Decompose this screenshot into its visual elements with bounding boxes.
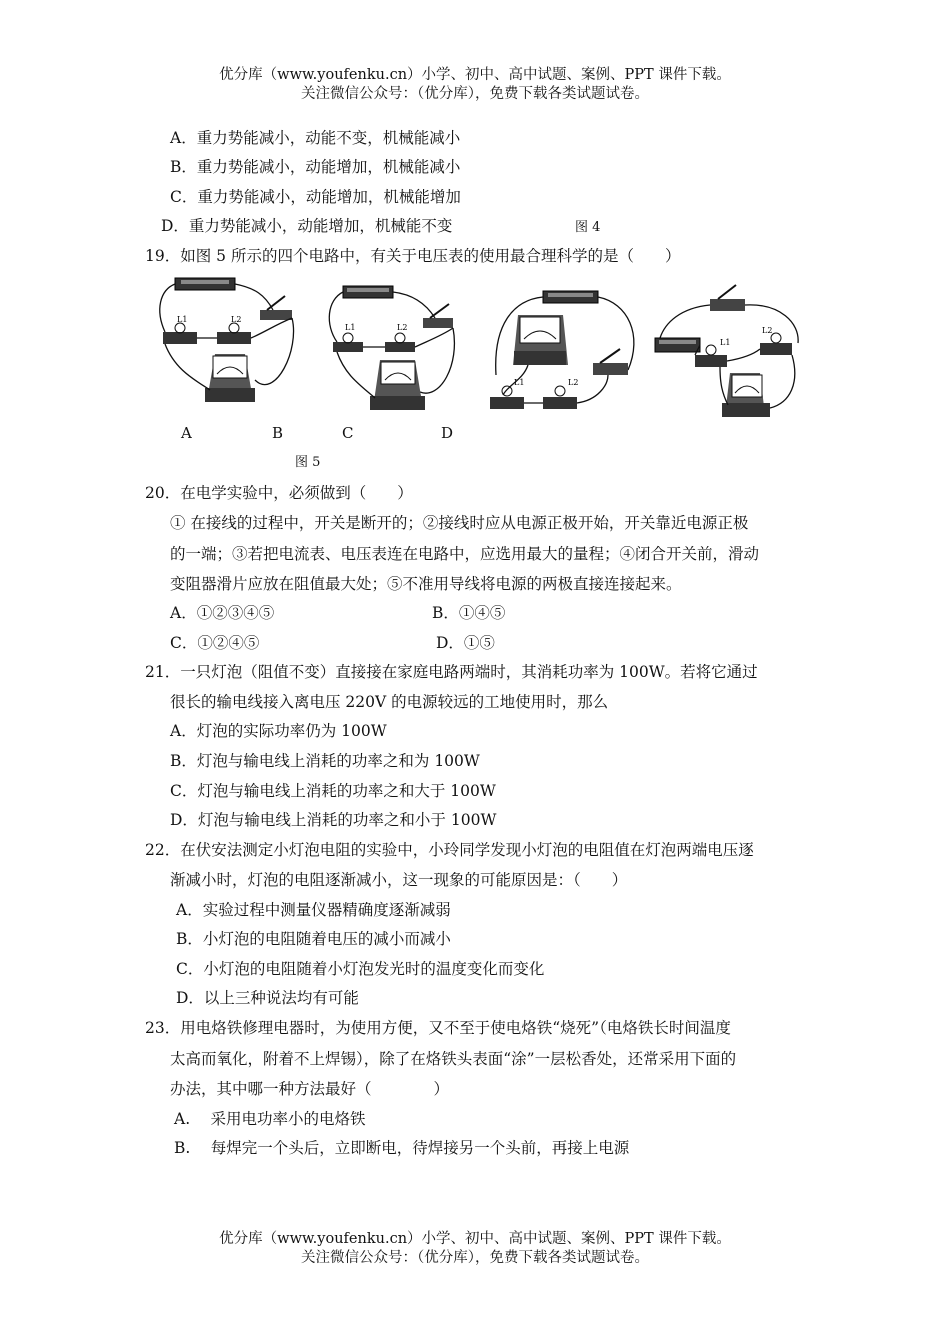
circuit-a-figure [155,270,305,420]
q21-stem-line1: 21．一只灯泡（阻值不变）直接接在家庭电路两端时，其消耗功率为 100W。若将它通过 [145,663,758,681]
q20-option-c: C．①②④⑤ [170,634,260,652]
q20-body-line1: ① 在接线的过程中，开关是断开的；②接线时应从电源正极开始，开关靠近电源正极 [170,514,749,532]
q18-option-d: D．重力势能减小，动能增加，机械能不变 [161,217,453,235]
switch-icon [593,363,628,375]
svg-text:L2: L2 [397,323,408,332]
q21-option-b: B．灯泡与输电线上消耗的功率之和为 100W [170,752,480,770]
q20-body-line2: 的一端；③若把电流表、电压表连在电路中，应选用最大的量程；④闭合开关前，滑动 [170,545,760,563]
svg-text:L1: L1 [345,323,356,332]
svg-text:L2: L2 [568,378,579,387]
q23-option-b: B. 每焊完一个头后，立即断电，待焊接另一个头前，再接上电源 [174,1139,630,1157]
bulb-l2-icon [543,397,577,409]
q19-stem: 19．如图 5 所示的四个电路中，有关于电压表的使用最合理科学的是（ ） [145,247,681,265]
q22-stem-line1: 22．在伏安法测定小灯泡电阻的实验中，小玲同学发现小灯泡的电阻值在灯泡两端电压逐 [145,841,754,859]
figure-5-label: 图 5 [295,455,321,470]
q18-option-c: C．重力势能减小，动能增加，机械能增加 [170,188,461,206]
svg-text:L1: L1 [177,315,188,324]
circuit-label-c: C [342,424,354,442]
q22-option-b: B．小灯泡的电阻随着电压的减小而减小 [176,930,451,948]
q18-option-b: B．重力势能减小，动能增加，机械能减小 [170,158,461,176]
svg-text:L1: L1 [720,338,731,347]
q22-option-c: C．小灯泡的电阻随着小灯泡发光时的温度变化而变化 [176,960,545,978]
q23-stem-line3: 办法，其中哪一种方法最好（ ） [170,1080,450,1098]
circuit-third-figure [488,285,648,420]
page-header-line2: 关注微信公众号：（优分库），免费下载各类试题试卷。 [301,86,649,102]
switch-icon [710,299,745,311]
circuit-d-figure [650,283,810,433]
q22-option-d: D．以上三种说法均有可能 [176,989,359,1007]
figure-4-label: 图 4 [575,220,601,235]
circuit-label-d: D [441,424,454,442]
q21-option-d: D．灯泡与输电线上消耗的功率之和小于 100W [170,811,497,829]
q20-stem: 20．在电学实验中，必须做到（ ） [145,484,413,502]
voltmeter-icon [520,317,560,343]
svg-text:L2: L2 [231,315,242,324]
bulb-l1-icon [490,397,524,409]
switch-icon [260,310,292,320]
q21-stem-line2: 很长的输电线接入离电压 220V 的电源较远的工地使用时，那么 [170,693,609,711]
q20-option-d: D．①⑤ [436,634,495,652]
page-footer-line1: 优分库（www.youfenku.cn）小学、初中、高中试题、案例、PPT 课件下载。 [219,1231,731,1247]
q20-option-b: B．①④⑤ [432,604,506,622]
circuit-c-figure [325,280,460,420]
page-footer-line2: 关注微信公众号：（优分库），免费下载各类试题试卷。 [301,1250,649,1266]
svg-text:L2: L2 [762,326,773,335]
q20-option-a: A．①②③④⑤ [170,604,275,622]
bulb-l2-icon [217,332,251,344]
q23-stem-line2: 太高而氧化，附着不上焊锡），除了在烙铁头表面“涂”一层松香处，还常采用下面的 [170,1050,737,1068]
page-header-line1: 优分库（www.youfenku.cn）小学、初中、高中试题、案例、PPT 课件下载。 [219,67,731,83]
q18-option-a: A．重力势能减小，动能不变，机械能减小 [170,129,461,147]
q21-option-a: A．灯泡的实际功率仍为 100W [170,722,387,740]
bulb-l1-icon [695,355,727,367]
bulb-l1-icon [163,332,197,344]
svg-text:L1: L1 [514,378,525,387]
circuit-label-b: B [272,424,284,442]
q22-stem-line2: 渐减小时，灯泡的电阻逐渐减小，这一现象的可能原因是：（ ） [170,871,628,889]
q20-body-line3: 变阻器滑片应放在阻值最大处；⑤不准用导线将电源的两极直接连接起来。 [170,575,682,593]
q23-option-a: A. 采用电功率小的电烙铁 [174,1110,366,1128]
q22-option-a: A．实验过程中测量仪器精确度逐渐减弱 [176,901,451,919]
q23-stem-line1: 23．用电烙铁修理电器时，为使用方便，又不至于使电烙铁“烧死”（电烙铁长时间温度 [145,1019,731,1037]
q21-option-c: C．灯泡与输电线上消耗的功率之和大于 100W [170,782,496,800]
switch-icon [423,318,453,328]
circuit-label-a: A [181,424,192,442]
bulb-l2-icon [760,343,792,355]
